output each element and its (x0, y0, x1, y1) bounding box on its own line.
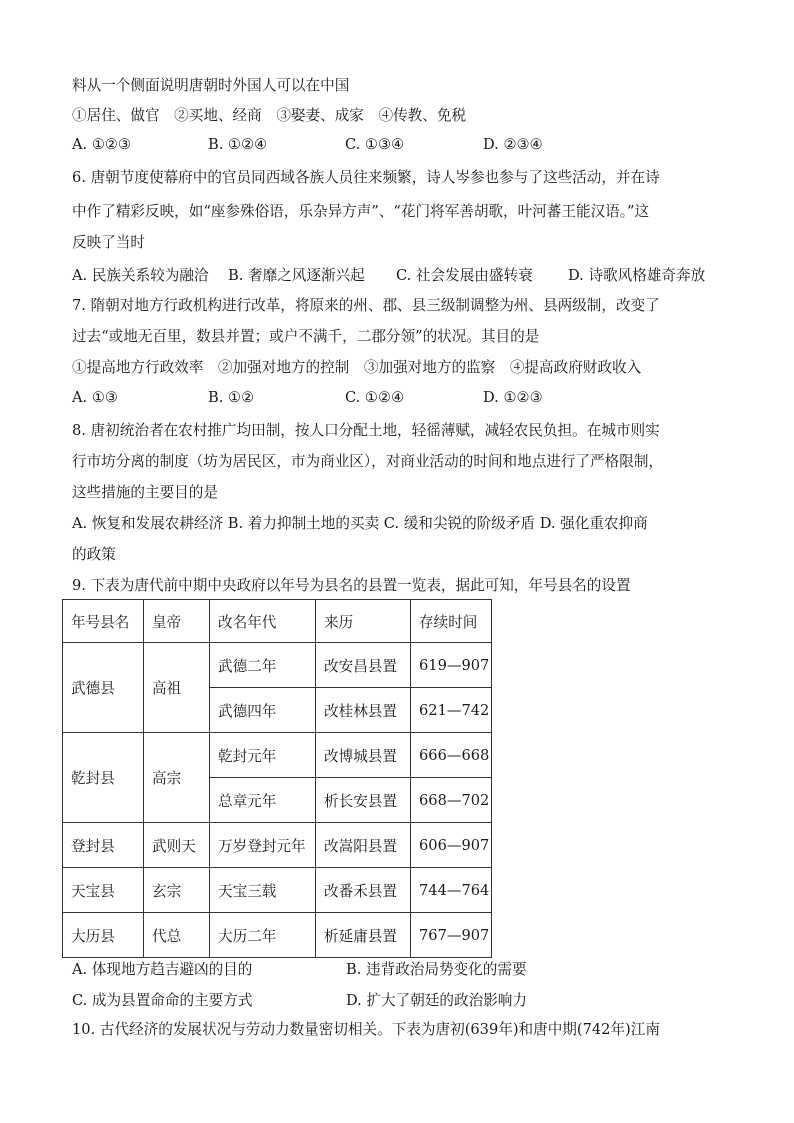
q5-option-b: B. ①②④ (208, 136, 268, 153)
cell-county: 乾封县 (63, 733, 144, 823)
cell-duration: 619—907 (411, 643, 492, 688)
table-row (63, 868, 492, 913)
cell-origin: 析长安县置 (316, 778, 411, 823)
cell-origin: 改番禾县置 (316, 868, 411, 913)
q6-stem-line-3: 反映了当时 (72, 234, 145, 251)
cell-origin: 改博城县置 (316, 733, 411, 778)
header-duration: 存续时间 (411, 600, 492, 643)
cell-emperor: 代总 (144, 913, 210, 958)
cell-emperor: 高祖 (144, 643, 210, 733)
q6-option-c: C. 社会发展由盛转衰 (396, 267, 533, 284)
cell-origin: 改嵩阳县置 (316, 823, 411, 868)
cell-duration: 767—907 (411, 913, 492, 958)
cell-duration: 621—742 (411, 688, 492, 733)
cell-county: 大历县 (63, 913, 144, 958)
q7-stem-line-1: 7. 隋朝对地方行政机构进行改革，将原来的州、郡、县三级制调整为州、县两级制，改变了 (72, 297, 660, 314)
cell-duration: 606—907 (411, 823, 492, 868)
cell-origin: 改安昌县置 (316, 643, 411, 688)
cell-duration: 668—702 (411, 778, 492, 823)
header-county: 年号县名 (63, 600, 144, 643)
cell-duration: 666—668 (411, 733, 492, 778)
table-row (63, 643, 492, 688)
cell-origin: 析延庸县置 (316, 913, 411, 958)
cell-county: 登封县 (63, 823, 144, 868)
q7-option-a: A. ①③ (72, 389, 118, 406)
q7-option-b: B. ①② (208, 389, 255, 406)
cell-county: 武德县 (63, 643, 144, 733)
q9-option-d: D. 扩大了朝廷的政治影响力 (346, 992, 527, 1009)
q6-stem-line-1: 6. 唐朝节度使幕府中的官员同西域各族人员往来频繁，诗人岑参也参与了这些活动，并在诗 (72, 169, 660, 186)
q9-table (62, 599, 492, 958)
q9-option-a: A. 体现地方趋吉避凶的目的 (72, 961, 253, 978)
q6-option-d: D. 诗歌风格雄奇奔放 (568, 267, 706, 284)
header-origin: 来历 (316, 600, 411, 643)
q6-option-b: B. 奢靡之风逐渐兴起 (228, 267, 365, 284)
cell-rename-year: 武德二年 (210, 643, 316, 688)
q8-stem-line-3: 这些措施的主要目的是 (72, 484, 218, 501)
q7-option-c: C. ①②④ (345, 389, 405, 406)
q9-option-b: B. 违背政治局势变化的需要 (346, 961, 527, 978)
cell-rename-year: 万岁登封元年 (210, 823, 316, 868)
q5-option-d: D. ②③④ (483, 136, 543, 153)
cell-rename-year: 大历二年 (210, 913, 316, 958)
header-emperor: 皇帝 (144, 600, 210, 643)
cell-rename-year: 乾封元年 (210, 733, 316, 778)
table-row (63, 823, 492, 868)
q7-statements: ①提高地方行政效率 ②加强对地方的控制 ③加强对地方的监察 ④提高政府财政收入 (72, 359, 642, 376)
cell-emperor: 玄宗 (144, 868, 210, 913)
cell-origin: 改桂林县置 (316, 688, 411, 733)
q8-options-tail: 的政策 (72, 546, 116, 563)
table-row (63, 913, 492, 958)
q6-stem-line-2: 中作了精彩反映，如“座参殊俗语，乐杂异方声”、“花门将军善胡歌，叶河蕃王能汉语。”这 (72, 203, 650, 220)
table-row (63, 733, 492, 778)
q8-stem-line-1: 8. 唐初统治者在农村推广均田制，按人口分配土地，轻徭薄赋，减轻农民负担。在城市则实 (72, 422, 660, 439)
q5-option-c: C. ①③④ (345, 136, 405, 153)
q9-option-c: C. 成为县置命命的主要方式 (72, 992, 253, 1009)
cell-duration: 744—764 (411, 868, 492, 913)
cell-emperor: 高宗 (144, 733, 210, 823)
q8-options-line: A. 恢复和发展农耕经济 B. 着力抑制土地的买卖 C. 缓和尖锐的阶级矛盾 D. 强化重农抑商 (72, 515, 648, 532)
q7-stem-line-2: 过去“或地无百里，数县并置；或户不满千，二郡分领”的状况。其目的是 (72, 328, 540, 345)
q6-option-a: A. 民族关系较为融洽 (72, 267, 209, 284)
cell-rename-year: 天宝三载 (210, 868, 316, 913)
cell-emperor: 武则天 (144, 823, 210, 868)
cell-rename-year: 总章元年 (210, 778, 316, 823)
header-rename-year: 改名年代 (210, 600, 316, 643)
q5-statements: ①居住、做官 ②买地、经商 ③娶妻、成家 ④传教、免税 (72, 107, 467, 124)
q5-option-a: A. ①②③ (72, 136, 132, 153)
q8-stem-line-2: 行市坊分离的制度（坊为居民区，市为商业区），对商业活动的时间和地点进行了严格限制， (72, 453, 664, 470)
q7-option-d: D. ①②③ (483, 389, 543, 406)
q10-stem-line: 10. 古代经济的发展状况与劳动力数量密切相关。下表为唐初(639年)和唐中期(742年)江南 (72, 1021, 660, 1038)
cell-county: 天宝县 (63, 868, 144, 913)
q9-stem: 9. 下表为唐代前中期中央政府以年号为县名的县置一览表，据此可知，年号县名的设置 (72, 577, 631, 594)
cell-rename-year: 武德四年 (210, 688, 316, 733)
q5-stem-line: 料从一个侧面说明唐朝时外国人可以在中国 (72, 77, 350, 94)
table-header-row (63, 600, 492, 643)
